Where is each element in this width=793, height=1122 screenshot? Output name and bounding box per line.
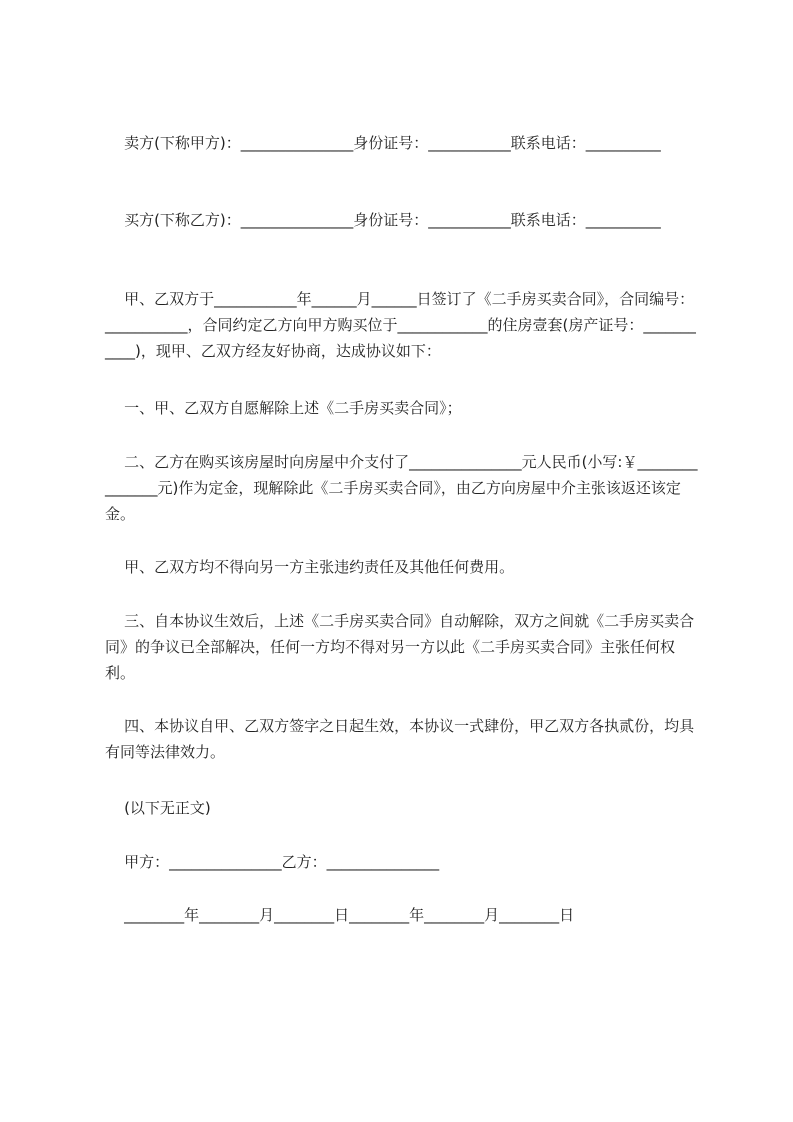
clause-3: 三、自本协议生效后，上述《二手房买卖合同》自动解除，双方之间就《二手房买卖合同》的争议已全部解决，任何一方均不得对另一方以此《二手房买卖合同》主张任何权利。 — [105, 612, 695, 682]
date-line: ________年________月________日________年________月________日 — [105, 906, 575, 924]
signature-line: 甲方：_______________乙方：_______________ — [105, 853, 440, 871]
seller-info-line: 卖方(下称甲方)：_______________身份证号：___________联系电话：__________ — [105, 134, 661, 152]
clause-2: 二、乙方在购买该房屋时向房屋中介支付了_______________元人民币(小写:￥_______________元)作为定金，现解除此《二手房买卖合同》，由乙方向房屋中介主张该返还该定金。 — [105, 453, 698, 523]
intro-paragraph: 甲、乙双方于___________年______月______日签订了《二手房买卖合同》，合同编号：___________，合同约定乙方向甲方购买位于____________的住房壹套(房产证号：___________)，现甲、乙双方经友好协商，达成协议如下： — [105, 290, 696, 360]
end-of-text-marker: (以下无正文) — [105, 799, 211, 817]
buyer-info-line: 买方(下称乙方)：_______________身份证号：___________联系电话：__________ — [105, 211, 661, 229]
no-liability-note: 甲、乙双方均不得向另一方主张违约责任及其他任何费用。 — [105, 558, 515, 576]
clause-1: 一、甲、乙双方自愿解除上述《二手房买卖合同》； — [105, 399, 462, 417]
clause-4: 四、本协议自甲、乙双方签字之日起生效，本协议一式肆份，甲乙双方各执贰份，均具有同等法律效力。 — [105, 717, 695, 761]
